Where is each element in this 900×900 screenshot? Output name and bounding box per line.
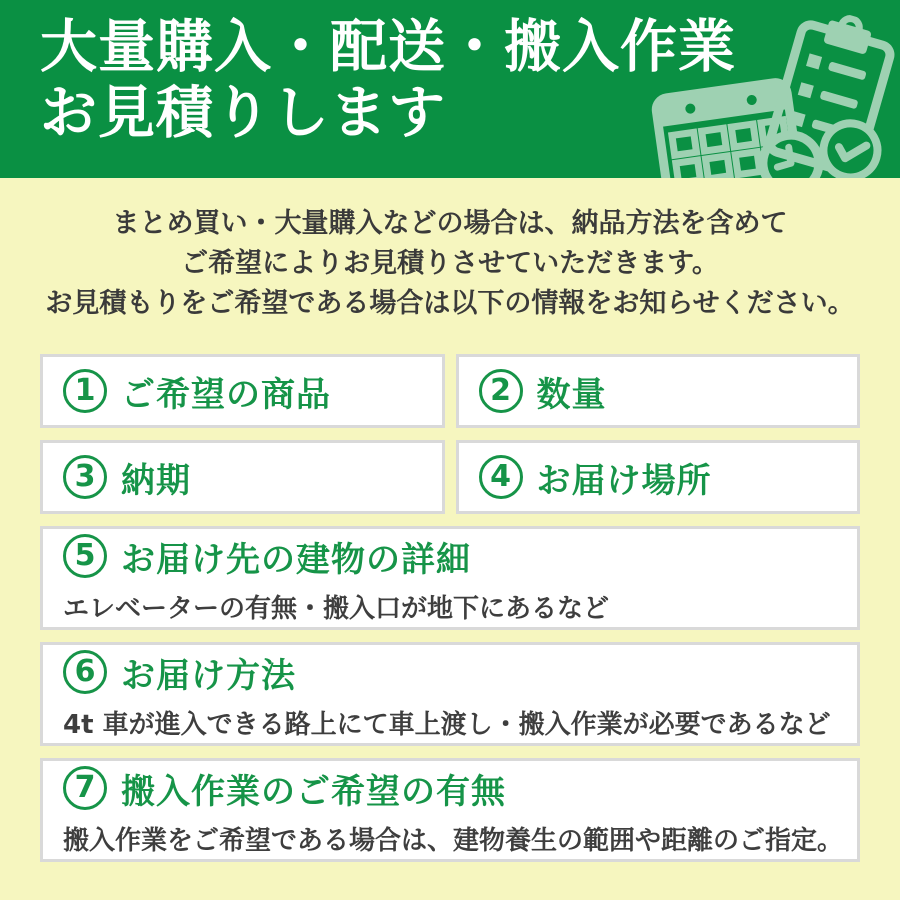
item-title: お届け先の建物の詳細 xyxy=(121,539,471,580)
item-box-desired-product xyxy=(40,354,445,428)
item-title: お届け方法 xyxy=(121,655,296,696)
item-number-badge: 5 xyxy=(63,534,107,578)
item-box-quantity xyxy=(456,354,861,428)
item-number-badge: 2 xyxy=(479,369,523,413)
intro-line-3: お見積もりをご希望である場合は以下の情報をお知らせください。 xyxy=(45,288,855,319)
item-title: ご希望の商品 xyxy=(121,374,331,415)
intro-line-2: ご希望によりお見積りさせていただきます。 xyxy=(181,248,719,279)
item-title: 数量 xyxy=(536,374,607,415)
page-title-line1: 大量購入・配送・搬入作業 xyxy=(40,14,736,80)
item-note: 搬入作業をご希望である場合は、建物養生の範囲や距離のご指定。 xyxy=(63,825,844,856)
item-box-delivery-location xyxy=(456,440,861,514)
item-number-badge: 6 xyxy=(63,650,107,694)
intro-text xyxy=(0,178,900,354)
item-box-building-details xyxy=(40,526,860,630)
item-note: 4t 車が進入できる路上にて車上渡し・搬入作業が必要であるなど xyxy=(63,709,831,740)
item-number-badge: 4 xyxy=(479,455,523,499)
item-title: 納期 xyxy=(121,460,191,501)
intro-line-1: まとめ買い・大量購入などの場合は、納品方法を含めて xyxy=(112,208,788,239)
clipboard-checklist-icon xyxy=(751,0,900,178)
page-title-line2: お見積りします xyxy=(40,80,446,146)
item-box-delivery-method xyxy=(40,642,860,746)
item-number-badge: 7 xyxy=(63,766,107,810)
page-title xyxy=(40,14,736,146)
item-number-badge: 3 xyxy=(63,455,107,499)
item-box-carry-in-work xyxy=(40,758,860,862)
item-title: 搬入作業のご希望の有無 xyxy=(121,771,506,812)
hero-banner xyxy=(0,0,900,178)
item-title: お届け場所 xyxy=(536,460,712,501)
item-note: エレベーターの有無・搬入口が地下にあるなど xyxy=(63,593,610,624)
item-box-delivery-date xyxy=(40,440,445,514)
info-items-grid xyxy=(40,354,860,862)
item-number-badge: 1 xyxy=(63,369,107,413)
